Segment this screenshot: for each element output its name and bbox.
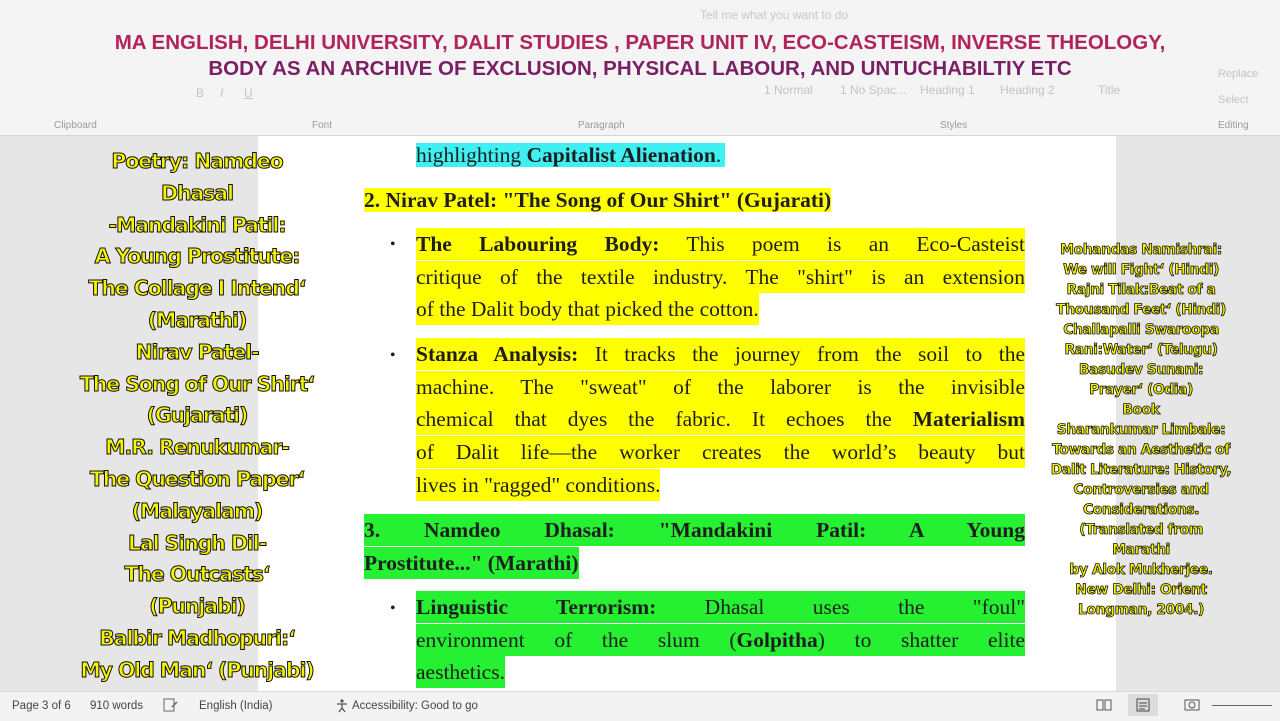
bullet-a-line-3: of the Dalit body that picked the cotton.	[416, 293, 759, 325]
replace-button[interactable]: Replace	[1218, 68, 1259, 80]
bullet-dot: •	[390, 600, 396, 617]
overlay-line: The Question Paper‘	[89, 466, 305, 491]
overlay-line: Marathi	[1112, 542, 1170, 558]
group-editing: Editing	[1218, 120, 1249, 131]
overlay-line: Book	[1122, 402, 1160, 418]
document-page[interactable]	[258, 136, 1116, 691]
overlay-line: Longman, 2004.)	[1078, 602, 1204, 618]
overlay-line: Thousand Feet‘ (Hindi)	[1056, 302, 1226, 318]
accessibility-status[interactable]: Accessibility: Good to go	[352, 700, 478, 712]
overlay-line: M.R. Renukumar-	[105, 435, 289, 460]
bullet-c-line-2: environment of the slum (Golpitha) to shatter elite	[416, 624, 1025, 656]
bullet-c-line-1: Linguistic Terrorism: Dhasal uses the "foul"	[416, 591, 1025, 623]
bullet-c-line-3: aesthetics.	[416, 656, 505, 688]
language-indicator[interactable]: English (India)	[199, 700, 273, 712]
heading-namdeo-dhasal-line-2: Prostitute..." (Marathi)	[364, 547, 579, 579]
overlay-line: (Marathi)	[147, 307, 247, 332]
bullet-a-line-1: The Labouring Body: This poem is an Eco-Casteist	[416, 228, 1025, 260]
overlay-line: New Delhi: Orient	[1075, 582, 1207, 598]
group-styles: Styles	[940, 120, 968, 131]
overlay-line: Challapalli Swaroopa	[1063, 322, 1219, 338]
overlay-line: Rani:Water‘ (Telugu)	[1064, 342, 1218, 358]
italic-button[interactable]: I	[220, 86, 224, 100]
print-layout-button[interactable]	[1128, 694, 1158, 716]
overlay-line: Sharankumar Limbale:	[1056, 422, 1226, 438]
bullet-b-line-4: of Dalit life—the worker creates the world’s beauty but	[416, 436, 1025, 468]
banner-line-1: MA ENGLISH, DELHI UNIVERSITY, DALIT STUDIES , PAPER UNIT IV, ECO-CASTEISM, INVERSE THEOLOGY,	[114, 31, 1166, 54]
status-bar	[0, 691, 1280, 721]
bullet-b-line-1: Stanza Analysis: It tracks the journey from the soil to the	[416, 338, 1025, 370]
overlay-line: The Collage I Intend‘	[88, 276, 306, 301]
overlay-reading-list	[1036, 240, 1246, 620]
bullet-dot: •	[390, 236, 396, 253]
overlay-line: Mohandas Namishrai:	[1060, 242, 1222, 258]
bullet-b-line-2: machine. The "sweat" of the laborer is the invisible	[416, 371, 1025, 403]
tell-me-box[interactable]: Tell me what you want to do	[700, 8, 849, 22]
overlay-line: The Song of Our Shirt‘	[79, 371, 315, 396]
web-layout-icon[interactable]	[1184, 697, 1200, 716]
overlay-line: A Young Prostitute:	[94, 244, 300, 269]
bullet-b-line-3: chemical that dyes the fabric. It echoes the Materialism	[416, 403, 1025, 435]
overlay-line: Dhasal	[161, 180, 233, 205]
overlay-line: Controversies and	[1073, 482, 1209, 498]
heading-nirav-patel: 2. Nirav Patel: "The Song of Our Shirt" (Gujarati)	[364, 188, 832, 212]
overlay-line: Rajni Tilak:Beat of a	[1066, 282, 1216, 298]
style-heading2[interactable]: Heading 2	[1000, 83, 1055, 97]
overlay-line: Prayer‘ (Odia)	[1089, 382, 1193, 398]
style-no-spacing[interactable]: 1 No Spac...	[840, 83, 907, 97]
overlay-line: Towards an Aesthetic of	[1052, 442, 1230, 458]
style-title[interactable]: Title	[1098, 83, 1121, 97]
heading-namdeo-dhasal-line-1: 3. Namdeo Dhasal: "Mandakini Patil: A Young	[364, 514, 1025, 546]
overlay-line: Poetry: Namdeo	[111, 149, 283, 173]
word-count[interactable]: 910 words	[90, 700, 144, 712]
overlay-line: (Gujarati)	[146, 403, 248, 428]
group-paragraph: Paragraph	[578, 120, 625, 131]
bullet-dot: •	[390, 347, 396, 364]
overlay-poetry-list	[62, 146, 332, 687]
zoom-slider[interactable]	[1212, 705, 1272, 706]
group-font: Font	[312, 120, 333, 131]
overlay-line: My Old Man‘ (Punjabi)	[80, 657, 314, 682]
proofing-icon[interactable]	[163, 698, 179, 715]
bullet-b-line-5: lives in "ragged" conditions.	[416, 469, 660, 501]
overlay-line: (Punjabi)	[149, 594, 245, 619]
overlay-line: (Translated from	[1079, 522, 1203, 538]
style-heading1[interactable]: Heading 1	[920, 83, 975, 97]
style-normal[interactable]: 1 Normal	[764, 83, 813, 97]
overlay-line: Basudev Sunani:	[1078, 362, 1204, 378]
banner-line-2: BODY AS AN ARCHIVE OF EXCLUSION, PHYSICAL LABOUR, AND UNTUCHABILTIY ETC	[208, 57, 1072, 80]
underline-button[interactable]: U	[244, 86, 253, 100]
page-count[interactable]: Page 3 of 6	[12, 700, 71, 712]
overlay-line: -Mandakini Patil:	[108, 212, 286, 237]
overlay-line: by Alok Mukherjee.	[1069, 562, 1213, 578]
overlay-line: Dalit Literature: History,	[1050, 462, 1232, 478]
doc-line-top: highlighting Capitalist Alienation.	[416, 139, 725, 171]
select-button[interactable]: Select	[1218, 94, 1249, 106]
overlay-line: Nirav Patel-	[135, 339, 259, 364]
overlay-line: (Malayalam)	[131, 498, 263, 523]
read-mode-icon[interactable]	[1096, 697, 1112, 716]
title-banner	[0, 30, 1280, 82]
overlay-line: We will Fight‘ (Hindi)	[1063, 262, 1219, 278]
bold-button[interactable]: B	[196, 86, 205, 100]
group-clipboard: Clipboard	[54, 120, 97, 131]
overlay-line: Lal Singh Dil-	[127, 530, 267, 555]
overlay-line: The Outcasts‘	[124, 562, 270, 587]
accessibility-icon	[334, 698, 350, 717]
bullet-a-line-2: critique of the textile industry. The "shirt" is an extension	[416, 261, 1025, 293]
overlay-line: Considerations.	[1082, 502, 1200, 518]
overlay-line: Balbir Madhopuri:‘	[99, 625, 295, 650]
